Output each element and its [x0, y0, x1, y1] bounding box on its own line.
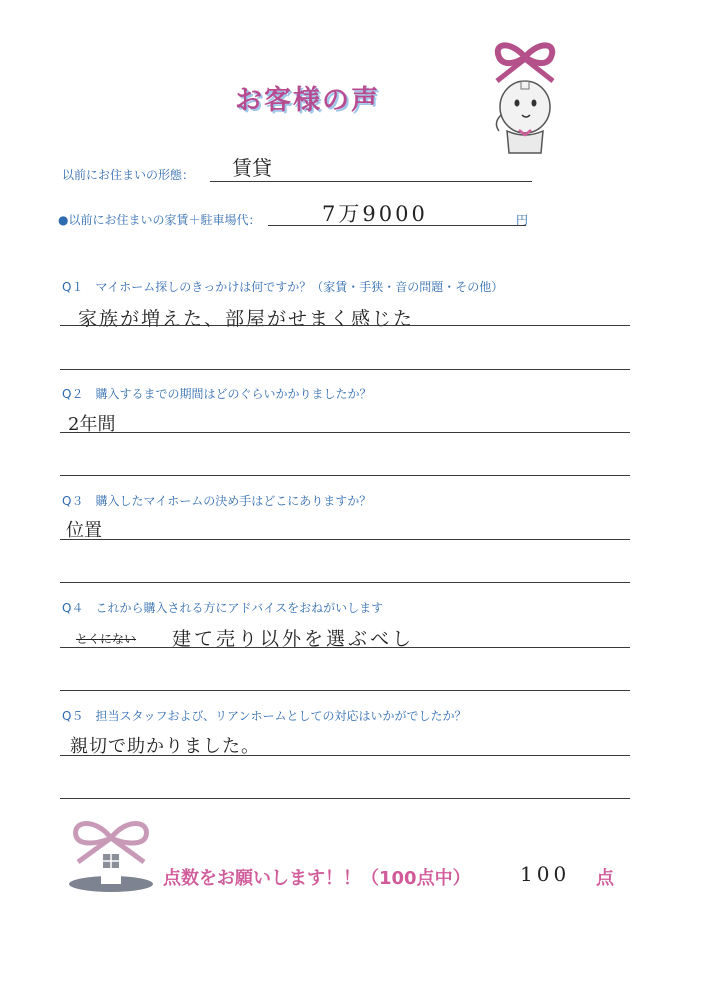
answer-4: 建て売り以外を選ぶべし [172, 628, 415, 650]
rent-label: ●以前にお住まいの家賃＋駐車場代： [58, 213, 261, 227]
score-unit: 点 [596, 868, 614, 889]
answer-3-line-2 [60, 582, 630, 583]
answer-4-line-1 [60, 647, 630, 648]
score-value: 100 [520, 862, 571, 886]
answer-5: 親切で助かりました。 [70, 736, 260, 757]
answer-3: 位置 [66, 520, 102, 541]
residence-label: 以前にお住まいの形態： [62, 168, 195, 182]
answer-1: 家族が増えた、部屋がせまく感じた [78, 308, 415, 330]
question-1: Q１ マイホーム探しのきっかけは何ですか？（家賃・手狭・音の問題・その他） [62, 280, 504, 294]
ribbon-house-logo-icon [66, 810, 156, 895]
answer-2-line-1 [60, 432, 630, 433]
rent-value: 7万9000 [322, 202, 428, 226]
answer-3-line-1 [60, 539, 630, 540]
answer-1-line-1 [60, 325, 630, 326]
answer-5-line-2 [60, 798, 630, 799]
mascot-icon [485, 35, 565, 160]
page-title: お客様の声 [235, 85, 380, 116]
answer-1-line-2 [60, 369, 630, 370]
question-3: Q３ 購入したマイホームの決め手はどこにありますか？ [62, 494, 372, 508]
residence-value: 賃貸 [232, 156, 272, 180]
answer-4-line-2 [60, 690, 630, 691]
question-4: Q４ これから購入される方にアドバイスをおねがいします [62, 601, 384, 615]
residence-line [210, 181, 532, 182]
score-label: 点数をお願いします！！（100点中） [163, 868, 471, 889]
question-2: Q２ 購入するまでの期間はどのぐらいかかりましたか？ [62, 387, 372, 401]
rent-line [268, 225, 526, 226]
answer-2-line-2 [60, 475, 630, 476]
rent-unit: 円 [516, 213, 529, 227]
question-5: Q５ 担当スタッフおよび、リアンホームとしての対応はいかがでしたか？ [62, 709, 467, 723]
answer-5-line-1 [60, 755, 630, 756]
answer-2: 2年間 [68, 414, 116, 435]
answer-4-struck: とくにない [76, 632, 137, 646]
